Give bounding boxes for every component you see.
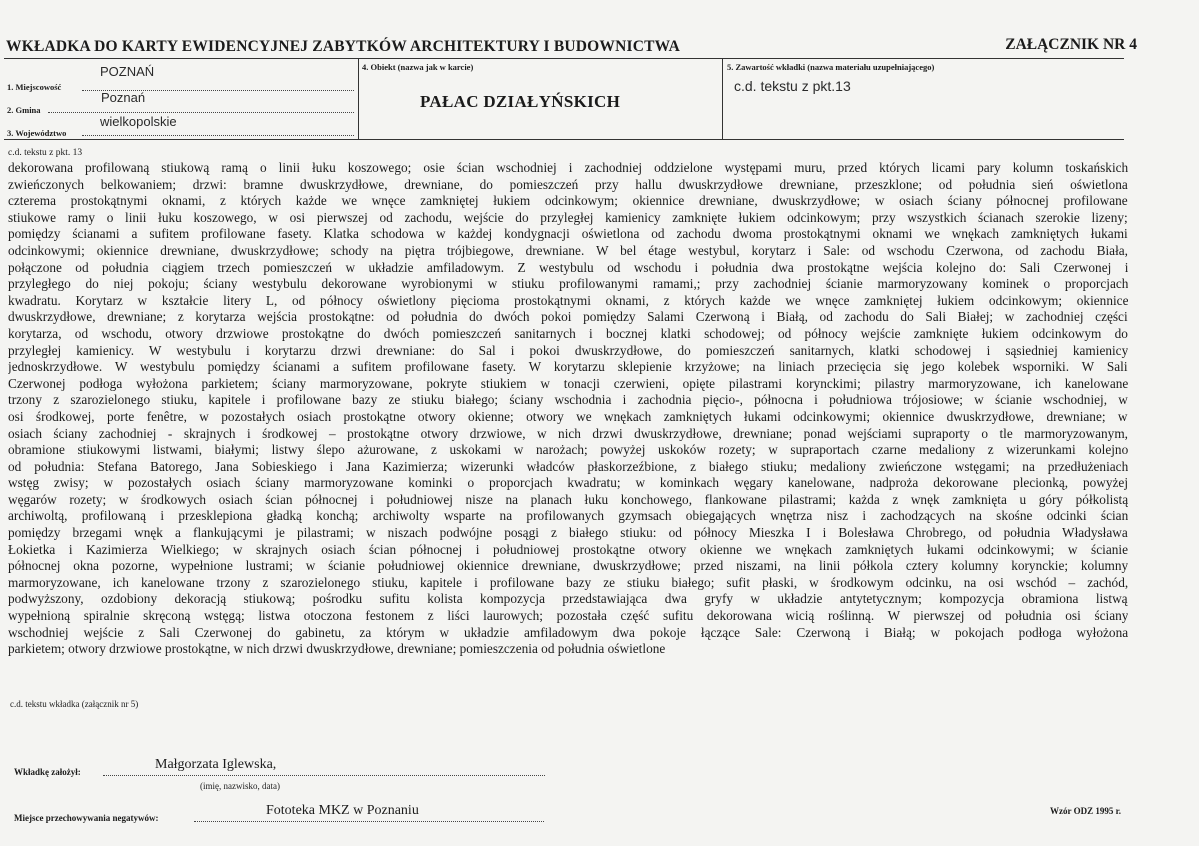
storage-value: Fototeka MKZ w Poznaniu: [266, 803, 419, 818]
content-value: c.d. tekstu z pkt.13: [734, 78, 851, 94]
description-line: stiukowe ramy o linii łuku koszowego, w osi pierwszej od zachodu, wejście do przyległej kamienicy zamknięte łukiem odcinkowym; przy wszystkich ścianach szerokie lizeny;: [8, 209, 1128, 225]
form-code: Wzór ODZ 1995 r.: [1050, 806, 1121, 816]
description-line: jednoskrzydłowe. W westybulu pomiędzy ścianami a sufitem profilowane fasety. W korytarzu sklepienie krzyżowe; na liniach przecięcia się jego kolebek wsporniki. W Sali: [8, 359, 1128, 375]
description-line: archiwoltą, profilowaną i przesklepiona gładką konchą; archiwolty wsparte na profilowanych gzymsach obiegających wnętrza nisz i zachodzących na skośne odcinki ścian: [8, 508, 1128, 524]
description-line: pomiędzy brzegami wnęk a flankującymi je pilastrami; w niszach podwójne posągi z białego stiuku: od północy Mieszka I i Bolesława Chrobrego, od południa Władysława: [8, 525, 1128, 541]
description-line: od południa: Stefana Batorego, Jana Sobieskiego i Jana Kazimierza; wizerunki władców płaskorzeźbione, z białego stiuku; medaliony zwieńczone wstęgami; na przedłużeniach: [8, 458, 1128, 474]
description-line: połączone od południa ciągiem trzech pomieszczeń w układzie amfiladowym. Z westybulu od wschodu i południa dwa prostokątne wejścia kolejno do: Sali Czerwonej i: [8, 259, 1128, 275]
description-line: północnej okna pozorne, wypełnione lustrami; w ścianie południowej okiennice drewniane, dwuskrzydłowe; przed niszami, na linii półkola cztery kolumny korynckie; kolumny: [8, 558, 1128, 574]
grid-divider-1: [358, 59, 359, 139]
locality-value: POZNAŃ: [100, 64, 155, 79]
storage-label: Miejsce przechowywania negatywów:: [14, 813, 159, 823]
form-title: WKŁADKA DO KARTY EWIDENCYJNEJ ZABYTKÓW ARCHITEKTURY I BUDOWNICTWA: [6, 38, 681, 55]
continuation-next: c.d. tekstu wkładka (załącznik nr 5): [10, 699, 139, 709]
description-line: węgarów rozety; w środkowych osiach ścian północnej i południowej nisze na planach łuku konchowego, flankowane pilastrami; każda z wnęk zamknięta u góry półkolistą: [8, 491, 1128, 507]
description-line: obramione stiukowymi listwami, białymi; listwy ślepo ażurowane, z uskokami w narożach; powyżej uskoków rozety; w supraportach czarne medaliony z wizerunkami kolejno: [8, 442, 1128, 458]
description-line: korytarza, od wschodu, otwory drzwiowe prostokątne do dwóch pomieszczeń sanitarnych i bocznej klatki schodowej; od północy wejście zamknięte łukiem odcinkowym do: [8, 325, 1128, 341]
insert-author-label: Wkładkę założył:: [14, 767, 81, 777]
description-line: odcinkowymi; okiennice drewniane, dwuskrzydłowe; schody na piętra trójbiegowe, drewniane. W bel étage westybul, korytarz i Sale: od wschodu Czerwona, od zachodu Biała,: [8, 242, 1128, 258]
description-line: trzony z szarozielonego stiuku, kapitele i profilowane bazy ze stiuku białego; ściany wschodnia i zachodnia pięcio-, północna i południowa trójosiowe; w ścianie wschodniej, w: [8, 392, 1128, 408]
description-line: Łokietka i Kazimierza Wielkiego; w skrajnych osiach ścian północnej i południowej prostokątne otwory okienne we wnękach zamkniętych łukami odcinkowymi; w ścianie: [8, 541, 1128, 557]
description-line: wypełnioną spiralnie skręconą wstęgą; listwa otoczona festonem z liści laurowych; pozostała część sufitu dekorowana wicią roślinną. W pierwszej od południa osi ściany: [8, 608, 1128, 624]
description-line: Czerwonej podłoga wyłożona parkietem; ściany marmoryzowane, pokryte stiukiem w tonacji czerwieni, opięte pilastrami korynckimi; pilastry marmoryzowane, ich kanelowane: [8, 375, 1128, 391]
continuation-note: c.d. tekstu z pkt. 13: [8, 148, 83, 158]
description-line: dwuskrzydłowe, drewniane; z korytarza wejścia prostokątne: od południa do dwóch pokoi pomiędzy Salami Czerwoną i Białą, od zachodu do Sali Białej; w zachodniej części: [8, 309, 1128, 325]
description-line: parkietem; otwory drzwiowe prostokątne, w nich drzwi dwuskrzydłowe, drewniane; pomieszczenia od południa oświetlone: [8, 641, 666, 657]
description-line: osiach ściany zachodniej - skrajnych i środkowej – prostokątne otwory drzwiowe, w nich drzwi dwuskrzydłowe, drewniane; ponad wejściami supraporty o tle marmoryzowanym,: [8, 425, 1128, 441]
commune-value: Poznań: [101, 90, 146, 105]
description-line: podwyższony, ozdobiony dekoracją stiukową; pośrodku sufitu kolista kompozycja przedstawiająca dwa gryfy w układzie antytetycznym; kompozycja obramiona listwą: [8, 591, 1128, 607]
commune-dots: [48, 112, 354, 113]
description-line: przyległego do niej pokoju; ściany westybulu dekorowane wyrobionymi w stiuku profilowanymi ramami,; przy zachodniej ścianie marmoryzowany kominek o proporcjach: [8, 276, 1128, 292]
voivodeship-value: wielkopolskie: [100, 114, 177, 129]
object-label: 4. Obiekt (nazwa jak w karcie): [362, 62, 474, 72]
description-line: zwieńczonych belkowaniem; drzwi: bramne dwuskrzydłowe, drewniane, do pomieszczeń przy hallu dwuskrzydłowe drewniane, przeszklone; od południa sień oświetlona: [8, 176, 1128, 192]
description-line: wstęg zwisy; w pozostałych osiach ściany marmoryzowane kominki o proporcjach kwadratu; w kominkach węgary kanelowane, nadproża dekorowane plecionką, powyżej: [8, 475, 1128, 491]
description-line: wschodniej wejście z Sali Czerwonej do gabinetu, za którym w układzie amfiladowym dwa pokoje łączące Sale: Czerwoną i Białą; w pokojach podłoga wyłożona: [8, 624, 1128, 640]
locality-label: 1. Miejscowość: [7, 82, 62, 92]
voivodeship-dots: [82, 135, 354, 136]
description-line: dekorowana profilowaną stiukową ramą o linii łuku koszowego; osie ścian wschodniej i zachodniej oddzielone występami muru, przed których licami pary kolumn toskańskich: [8, 160, 1128, 175]
content-label: 5. Zawartość wkładki (nazwa materiału uzupełniającego): [727, 62, 935, 72]
object-name: PAŁAC DZIAŁYŃSKICH: [420, 92, 621, 111]
storage-dots: [194, 821, 544, 822]
annex-number: ZAŁĄCZNIK NR 4: [1005, 36, 1137, 53]
voivodeship-label: 3. Województwo: [7, 128, 67, 138]
description-line: osi środkowej, porte fenêtre, w pozostałych osiach prostokątne otwory okienne; otwory we wnękach zamkniętych łukami odcinkowymi; okiennice dwuskrzydłowe, drewniane; w: [8, 408, 1128, 424]
insert-author-value: Małgorzata Iglewska,: [155, 757, 277, 772]
description-line: pomiędzy ścianami a sufitem profilowane fasety. Klatka schodowa w każdej kondygnacji oświetlona od zachodu dwoma prostokątnymi oknami we wnękach zamkniętych łukami: [8, 226, 1128, 242]
header-bottom-rule: [4, 139, 1124, 140]
description-line: czterema prostokątnymi oknami, z których każde we wnęce zamkniętej łukiem odcinkowym; okiennice drewniane, dwuskrzydłowe; w osiach ściany północnej profilowane: [8, 193, 1128, 209]
insert-author-caption: (imię, nazwisko, data): [200, 781, 280, 791]
insert-author-dots: [103, 775, 545, 776]
grid-divider-2: [722, 59, 723, 139]
commune-label: 2. Gmina: [7, 105, 41, 115]
description-text: [8, 160, 1128, 658]
description-line: przyległej kamienicy. W westybulu i korytarzu drzwi drewniane: do Sal i pokoi dwuskrzydłowe, do pomieszczeń sanitarnych, klatki schodowej i sąsiedniej kamienicy: [8, 342, 1128, 358]
description-line: marmoryzowane, ich kanelowane trzony z szarozielonego stiuku, kapitele i profilowane bazy ze stiuku białego; sufit płaski, w środkowym odcinku, na osi wschód – zachód,: [8, 574, 1128, 590]
description-line: kwadratu. Korytarz w kształcie litery L, od północy oświetlony pięcioma prostokątnymi oknami, z których każde we wnęce zamkniętej łukiem odcinkowym; okiennice: [8, 292, 1128, 308]
